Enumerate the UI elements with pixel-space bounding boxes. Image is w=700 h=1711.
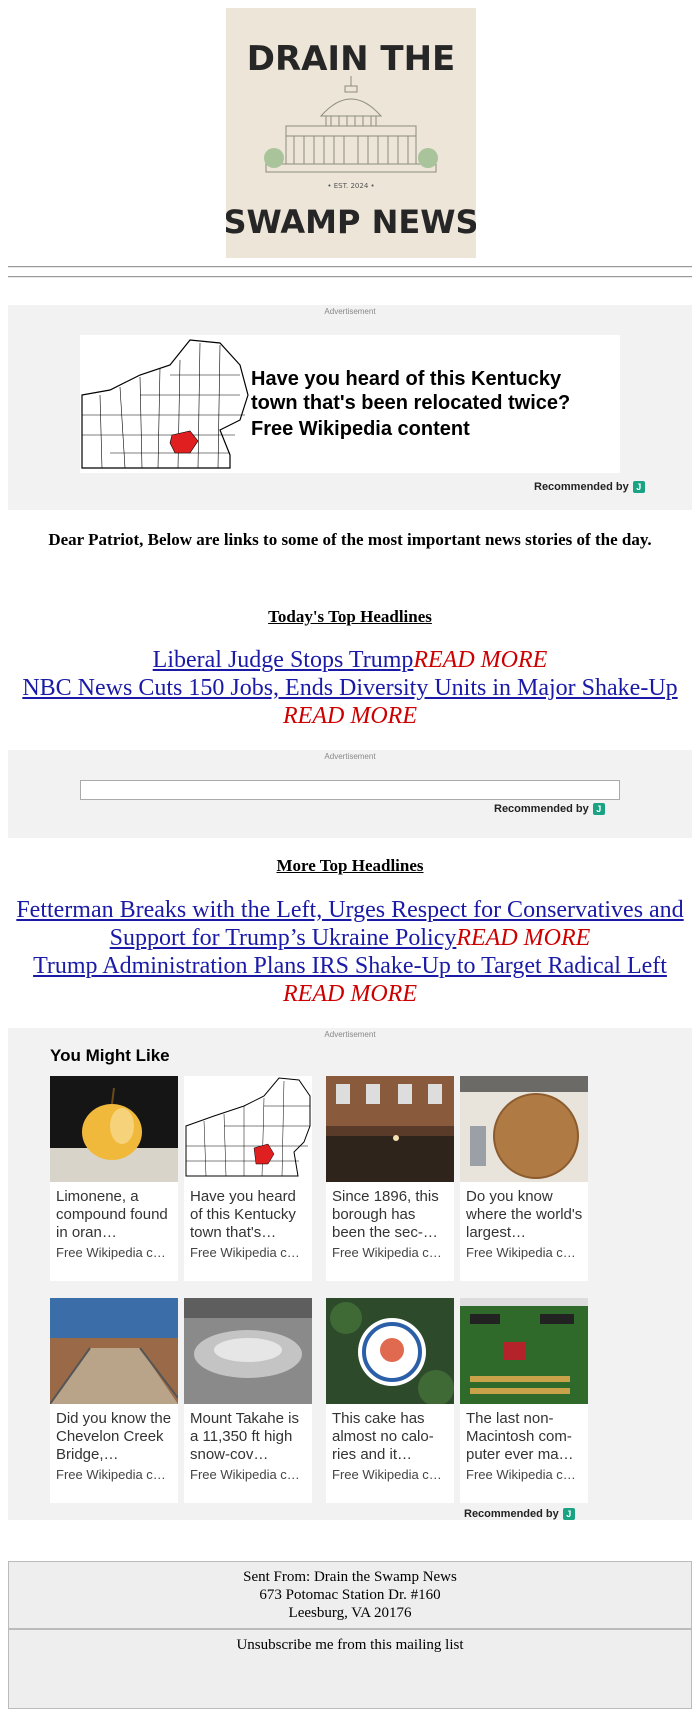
- card-source: Free Wikipedia c…: [190, 1467, 300, 1482]
- divider: [8, 266, 692, 268]
- read-more-link[interactable]: READ MORE: [283, 981, 417, 1007]
- card-title: The last non-Macintosh com-puter ever ma…: [466, 1410, 574, 1463]
- card-thumbnail: [50, 1298, 178, 1404]
- recommended-by-label: Recommended by: [494, 803, 589, 815]
- headline-link[interactable]: Trump Administration Plans IRS Shake-Up to Target Radical Left: [33, 953, 667, 979]
- read-more-link[interactable]: READ MORE: [456, 925, 591, 951]
- card-thumbnail: [184, 1298, 312, 1404]
- card-source: Free Wikipedia c…: [56, 1467, 166, 1482]
- logo-top-text: DRAIN THE: [246, 39, 456, 79]
- card-thumbnail: [326, 1298, 454, 1404]
- card-source: Free Wikipedia c…: [332, 1467, 442, 1482]
- ad-label: Advertisement: [324, 752, 376, 761]
- brand-logo[interactable]: [226, 8, 476, 258]
- recommendation-card[interactable]: [50, 1298, 178, 1503]
- ad-block: [8, 305, 692, 510]
- broken-image-placeholder[interactable]: [80, 780, 620, 800]
- headline-link[interactable]: Fetterman Breaks with the Left, Urges Respect for Conservatives and Support for Trump’s Ukraine Policy: [16, 897, 684, 951]
- card-title: Do you know where the world's largest…: [466, 1188, 583, 1241]
- cake-image: [326, 1298, 454, 1404]
- headline-item: [8, 896, 692, 952]
- capitol-dome-icon: [226, 8, 476, 258]
- headline-list: [8, 896, 692, 1008]
- brand-j-icon: J: [593, 803, 605, 815]
- twine-ball-image: [460, 1076, 588, 1182]
- card-title: Did you know the Chevelon Creek Bridge,…: [56, 1410, 172, 1463]
- borough-street-image: [326, 1076, 454, 1182]
- recommended-by-badge[interactable]: [494, 803, 605, 815]
- kentucky-map-icon: [80, 335, 250, 473]
- unsubscribe-section: [8, 1629, 692, 1709]
- card-thumbnail: [460, 1298, 588, 1404]
- headline-item: [8, 952, 692, 1008]
- brand-j-icon: J: [633, 481, 645, 493]
- ad-label: Advertisement: [324, 307, 376, 316]
- recommendation-card[interactable]: [326, 1076, 454, 1281]
- intro-text: Dear Patriot, Below are links to some of the most important news stories of the day.: [48, 530, 652, 549]
- headline-item: [8, 646, 692, 674]
- recommendation-card[interactable]: [50, 1076, 178, 1281]
- ad-headline: Have you heard of this Kentucky town that's been relocated twice?: [251, 368, 571, 414]
- headline-list: [8, 646, 692, 730]
- sender-name: Sent From: Drain the Swamp News: [243, 1569, 457, 1585]
- logo-bottom-text: SWAMP NEWS: [226, 203, 476, 241]
- card-title: Limonene, a compound found in oran…: [56, 1188, 168, 1241]
- recommended-by-label: Recommended by: [464, 1508, 559, 1520]
- read-more-link[interactable]: READ MORE: [413, 647, 548, 673]
- read-more-link[interactable]: READ MORE: [283, 703, 417, 729]
- sender-street: 673 Potomac Station Dr. #160: [259, 1587, 441, 1603]
- card-title: This cake has almost no calo-ries and it…: [332, 1410, 434, 1463]
- ad-label: Advertisement: [324, 1030, 376, 1039]
- kentucky-map-image: [184, 1076, 312, 1182]
- recommended-by-label: Recommended by: [534, 481, 629, 493]
- section-title: More Top Headlines: [276, 856, 424, 875]
- recommendation-card[interactable]: [460, 1076, 588, 1281]
- recommendation-card[interactable]: [184, 1076, 312, 1281]
- card-thumbnail: [184, 1076, 312, 1182]
- recommendation-card[interactable]: [184, 1298, 312, 1503]
- card-thumbnail: [50, 1076, 178, 1182]
- apple-image: [50, 1076, 178, 1182]
- card-title: Have you heard of this Kentucky town that's…: [190, 1188, 296, 1241]
- unsubscribe-link[interactable]: Unsubscribe me from this mailing list: [236, 1637, 464, 1653]
- brand-j-icon: J: [563, 1508, 575, 1520]
- recommendation-card[interactable]: [326, 1298, 454, 1503]
- motherboard-image: [460, 1298, 588, 1404]
- card-title: Since 1896, this borough has been the sec-…: [332, 1188, 439, 1241]
- volcano-image: [184, 1298, 312, 1404]
- recommendation-card[interactable]: [460, 1298, 588, 1503]
- recommendation-widget: [8, 1028, 692, 1520]
- widget-title: You Might Like: [50, 1046, 170, 1065]
- card-source: Free Wikipedia c…: [332, 1245, 442, 1260]
- recommended-by-badge[interactable]: [534, 481, 645, 493]
- sender-address: [8, 1561, 692, 1629]
- sender-city: Leesburg, VA 20176: [288, 1605, 412, 1621]
- card-source: Free Wikipedia c…: [466, 1245, 576, 1260]
- headline-link[interactable]: NBC News Cuts 150 Jobs, Ends Diversity Units in Major Shake-Up: [22, 675, 678, 701]
- recommended-by-badge[interactable]: [464, 1508, 575, 1520]
- logo-est-text: • EST. 2024 •: [327, 182, 375, 190]
- ad-banner[interactable]: [80, 335, 620, 473]
- bridge-image: [50, 1298, 178, 1404]
- card-thumbnail: [460, 1076, 588, 1182]
- ad-source: Free Wikipedia content: [251, 418, 470, 440]
- card-source: Free Wikipedia c…: [466, 1467, 576, 1482]
- card-title: Mount Takahe is a 11,350 ft high snow-cov…: [190, 1410, 299, 1463]
- divider: [8, 276, 692, 278]
- ad-block: [8, 750, 692, 838]
- card-source: Free Wikipedia c…: [190, 1245, 300, 1260]
- headline-item: [8, 674, 692, 730]
- card-source: Free Wikipedia c…: [56, 1245, 166, 1260]
- card-thumbnail: [326, 1076, 454, 1182]
- headline-link[interactable]: Liberal Judge Stops Trump: [152, 647, 414, 673]
- section-title: Today's Top Headlines: [268, 607, 432, 626]
